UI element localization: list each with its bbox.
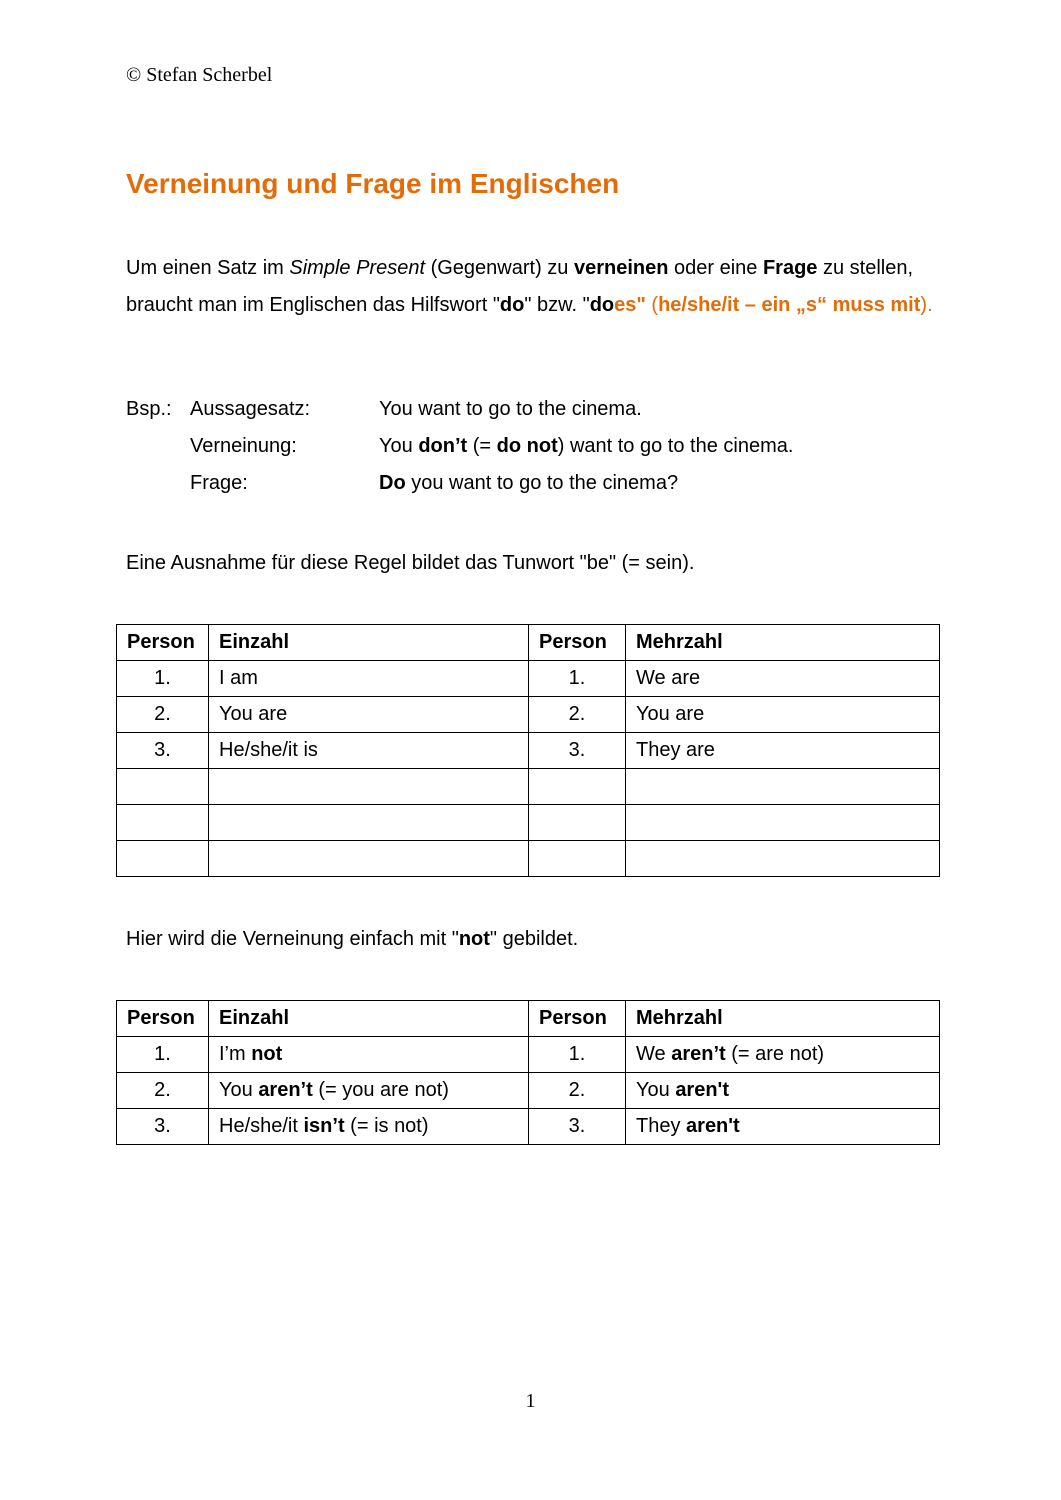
cell-text-bold: aren't [675,1079,729,1101]
cell-text-bold: not [251,1043,283,1065]
cell-person: 1. [529,661,626,697]
intro-text: " bzw. " [524,294,590,316]
cell-person: 1. [117,1037,209,1073]
cell-plural [626,1073,940,1109]
table-row [117,1073,940,1109]
examples-prefix: Bsp.: [126,398,172,420]
cell-person [529,769,626,805]
cell-singular [209,1037,529,1073]
example-text [379,472,678,495]
cell-person [529,841,626,877]
be-conjugation-table [116,624,940,877]
intro-rule-note: he/she/it – ein „s“ muss mit [658,294,921,316]
table-row [117,697,940,733]
negation-not: not [458,928,490,950]
page-number: 1 [525,1390,536,1412]
header-mehrzahl: Mehrzahl [626,1001,940,1037]
intro-frage: Frage [762,257,818,279]
table-row-empty [117,841,940,877]
cell-plural: You are [626,697,940,733]
table-row [117,1109,940,1145]
intro-verneinen: verneinen [573,257,669,279]
cell-singular: I am [209,661,529,697]
copyright-header: © Stefan Scherbel [126,64,273,86]
cell-person: 3. [529,733,626,769]
example-label: Verneinung: [190,435,297,457]
example-row-statement [126,398,1026,435]
intro-text: Um einen Satz im [126,257,290,279]
page-title: Verneinung und Frage im Englischen [126,168,620,199]
intro-does-stem: do [589,294,615,316]
cell-plural [626,1109,940,1145]
cell-plural [626,1037,940,1073]
example-label: Frage: [190,472,248,494]
cell-plural: They are [626,733,940,769]
cell-text: (= is not) [344,1115,429,1137]
cell-text: You [636,1079,676,1101]
exception-text: Eine Ausnahme für diese Regel bildet das Tunwort "be" (= sein). [126,552,695,574]
cell-person: 2. [529,697,626,733]
intro-paragraph [126,250,946,324]
header-mehrzahl: Mehrzahl [626,625,940,661]
cell-singular: You are [209,697,529,733]
cell-text-bold: isn’t [303,1115,345,1137]
intro-simple-present: Simple Present [289,257,426,279]
negation-text [126,928,578,951]
cell-person [117,769,209,805]
example-part-bold: Do [379,472,406,494]
header-person: Person [529,625,626,661]
intro-text: (Gegenwart) zu [425,257,574,279]
example-text: You want to go to the cinema. [379,398,642,420]
example-text [379,435,793,458]
example-part: you want to go to the cinema? [405,472,679,494]
example-label: Aussagesatz: [190,398,311,420]
cell-text: You [219,1079,259,1101]
cell-singular [209,1109,529,1145]
cell-text: I’m [219,1043,252,1065]
table-row-empty [117,769,940,805]
be-negation-table [116,1000,940,1145]
table-row [117,661,940,697]
cell-person [529,805,626,841]
example-part-bold: do not [496,435,558,457]
cell-person: 2. [117,697,209,733]
cell-plural [626,805,940,841]
header-person: Person [529,1001,626,1037]
cell-person: 3. [117,1109,209,1145]
cell-text: (= are not) [725,1043,825,1065]
example-part-bold: don’t [418,435,468,457]
table-header-row [117,625,940,661]
table-row [117,1037,940,1073]
negation-text-part: Hier wird die Verneinung einfach mit " [126,928,459,950]
negation-text-part: " gebildet. [489,928,579,950]
cell-singular [209,1073,529,1109]
cell-singular [209,841,529,877]
cell-person: 3. [529,1109,626,1145]
example-part: (= [467,435,497,457]
cell-text: (= you are not) [312,1079,449,1101]
intro-text: zu stellen, braucht man im Englischen das Hilfswort " [126,257,914,316]
cell-plural [626,769,940,805]
cell-person: 1. [117,661,209,697]
intro-does-ending: es" [614,294,646,316]
cell-text-bold: aren’t [671,1043,726,1065]
header-person: Person [117,1001,209,1037]
table-header-row [117,1001,940,1037]
cell-plural [626,841,940,877]
cell-person: 3. [117,733,209,769]
cell-person: 2. [117,1073,209,1109]
header-person: Person [117,625,209,661]
cell-singular [209,769,529,805]
example-row-negation [126,435,1026,472]
cell-person: 2. [529,1073,626,1109]
cell-person [117,841,209,877]
intro-paren-open: ( [645,294,659,316]
header-einzahl: Einzahl [209,625,529,661]
intro-do: do [499,294,525,316]
cell-singular: He/she/it is [209,733,529,769]
cell-text-bold: aren’t [258,1079,313,1101]
cell-text-bold: aren't [686,1115,740,1137]
example-row-question [126,472,1026,509]
cell-text: We [636,1043,672,1065]
cell-person: 1. [529,1037,626,1073]
cell-singular [209,805,529,841]
table-row [117,733,940,769]
cell-person [117,805,209,841]
example-part: You [379,435,419,457]
header-einzahl: Einzahl [209,1001,529,1037]
cell-plural: We are [626,661,940,697]
example-part: ) want to go to the cinema. [557,435,794,457]
table-row-empty [117,805,940,841]
intro-paren-close: ). [920,294,933,316]
cell-text: They [636,1115,687,1137]
intro-text: oder eine [668,257,763,279]
examples-block [126,398,1026,509]
cell-text: He/she/it [219,1115,304,1137]
